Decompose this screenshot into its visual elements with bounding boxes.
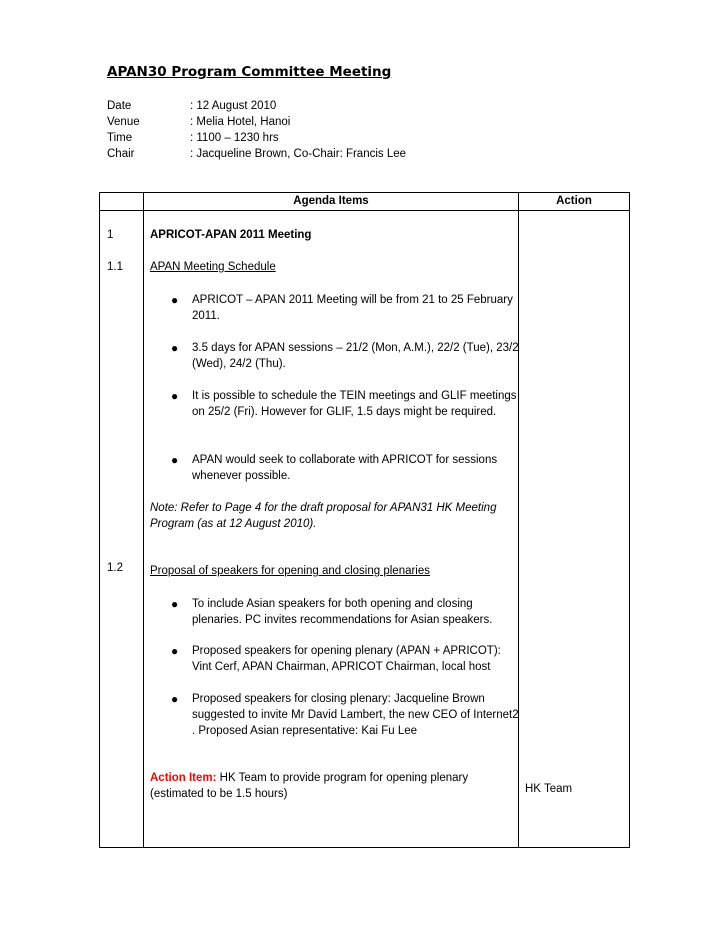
header-action: Action [519, 193, 630, 211]
item-heading: Proposal of speakers for opening and closing plenaries [150, 565, 431, 577]
item-number: 1.1 [107, 261, 123, 273]
item-heading: APAN Meeting Schedule [150, 261, 276, 273]
action-cell [519, 211, 630, 848]
bullet-item [171, 596, 522, 628]
section-number: 1 [107, 229, 114, 241]
bullet-item [171, 340, 522, 372]
table-body-row [100, 211, 630, 848]
bullet-item [171, 691, 522, 739]
meta-label: Chair [107, 148, 135, 160]
bullet-text: Proposed speakers for closing plenary: Jacqueline Brown suggested to invite Mr David Lambert, the new CEO of Internet2 . Proposed Asian representative: Kai Fu Lee [192, 693, 519, 737]
bullet-icon: ● [171, 692, 179, 706]
action-item-text: HK Team to provide program for opening plenary (estimated to be 1.5 hours) [150, 772, 469, 800]
meta-value: : Melia Hotel, Hanoi [190, 116, 291, 128]
header-number [100, 193, 144, 211]
bullet-icon: ● [171, 389, 179, 403]
item-number: 1.2 [107, 562, 123, 574]
meta-value: : Jacqueline Brown, Co-Chair: Francis Lee [190, 148, 407, 160]
meta-time [107, 130, 406, 146]
document-title: APAN30 Program Committee Meeting [107, 64, 392, 80]
meeting-details [107, 98, 406, 162]
bullet-text: Proposed speakers for opening plenary (APAN + APRICOT): Vint Cerf, APAN Chairman, APRICOT Chairman, local host [192, 645, 501, 673]
bullet-icon: ● [171, 453, 179, 467]
meta-label: Venue [107, 116, 140, 128]
action-owner: HK Team [525, 783, 573, 795]
number-cell [100, 211, 144, 848]
bullet-icon: ● [171, 293, 179, 307]
bullet-text: It is possible to schedule the TEIN meetings and GLIF meetings on 25/2 (Fri). However for GLIF, 1.5 days might be required. [192, 390, 517, 418]
agenda-table [99, 192, 630, 848]
action-item [150, 770, 500, 802]
meta-date [107, 98, 406, 114]
meta-chair [107, 146, 406, 162]
bullet-text: APRICOT – APAN 2011 Meeting will be from 21 to 25 February 2011. [192, 294, 513, 322]
bullet-item [171, 292, 522, 324]
meta-label: Date [107, 100, 132, 112]
table-header-row [100, 193, 630, 211]
bullet-icon: ● [171, 597, 179, 611]
meta-value: : 12 August 2010 [190, 100, 277, 112]
bullet-text: 3.5 days for APAN sessions – 21/2 (Mon, A.M.), 22/2 (Tue), 23/2 (Wed), 24/2 (Thu). [192, 342, 519, 370]
bullet-icon: ● [171, 341, 179, 355]
meta-value: : 1100 – 1230 hrs [190, 132, 279, 144]
bullet-item [171, 452, 522, 484]
bullet-icon: ● [171, 644, 179, 658]
bullet-item [171, 388, 522, 420]
note-text: Note: Refer to Page 4 for the draft proposal for APAN31 HK Meeting Program (as at 12 August 2010). [150, 502, 497, 530]
bullet-text: APAN would seek to collaborate with APRICOT for sessions whenever possible. [192, 454, 498, 482]
bullet-text: To include Asian speakers for both opening and closing plenaries. PC invites recommendations for Asian speakers. [192, 598, 493, 626]
meta-label: Time [107, 132, 133, 144]
action-item-label: Action Item: [150, 772, 217, 784]
section-title: APRICOT-APAN 2011 Meeting [150, 229, 312, 241]
bullet-item [171, 643, 522, 675]
agenda-cell [144, 211, 519, 848]
header-agenda-items: Agenda Items [144, 193, 519, 211]
meta-venue [107, 114, 406, 130]
